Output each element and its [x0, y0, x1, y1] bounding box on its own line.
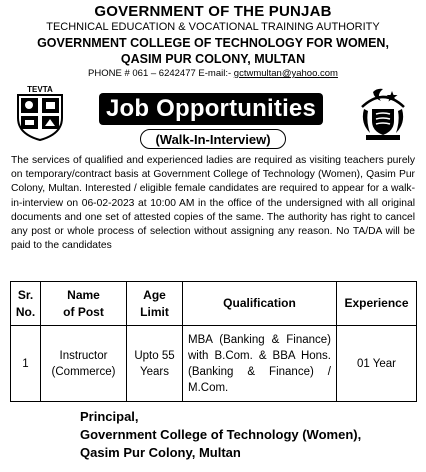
cell-qualification: MBA (Banking & Finance) with B.Com. & BBA Hons. (Banking & Finance) / M.Com.: [183, 326, 337, 402]
tevta-logo-icon: [14, 84, 66, 142]
punjab-emblem-icon: [354, 85, 412, 143]
email-link[interactable]: gctwmultan@yahoo.com: [233, 68, 338, 79]
column-header-name-of-post: Name of Post: [41, 282, 127, 326]
cell-experience: 01 Year: [337, 326, 417, 402]
header-government: GOVERNMENT OF THE PUNJAB: [94, 3, 332, 20]
cell-post-name: Instructor (Commerce): [41, 326, 127, 402]
walk-in-interview-badge: (Walk-In-Interview): [140, 129, 286, 149]
job-description: The services of qualified and experienced ladies are required as visiting teachers purely on temporary/contract basis at Government College of Technology (Women), Qasim Pur Colony, Multan. Interested / eligible female candidates are required to appear for a walk-in-interview on 06-02-2023 at 10:00 AM in the office of the undersigned with all original documents and one set of attested copies of the same. The authority has right to cancel any post or whole process of selection without assigning any reason. No TA/DA will be paid to the candidates: [11, 155, 415, 252]
tevta-logo-label: TEVTA: [27, 85, 53, 94]
cell-age-limit: Upto 55 Years: [127, 326, 183, 402]
jobs-table: [10, 281, 417, 402]
cell-sr-no: 1: [11, 326, 41, 402]
header-address: QASIM PUR COLONY, MULTAN: [120, 52, 306, 66]
signatory-address: Qasim Pur Colony, Multan: [80, 445, 241, 460]
signatory-title: Principal,: [80, 409, 139, 424]
column-header-qualification: Qualification: [183, 282, 337, 326]
column-header-experience: Experience: [337, 282, 417, 326]
job-opportunities-title: Job Opportunities: [99, 93, 323, 125]
header-contact: [0, 69, 426, 79]
signatory-institution: Government College of Technology (Women),: [80, 427, 362, 442]
table-header-row: [11, 282, 417, 326]
table-row: [11, 326, 417, 402]
header-authority: TECHNICAL EDUCATION & VOCATIONAL TRAINING AUTHORITY: [46, 21, 380, 33]
phone-text: PHONE # 061 – 6242477 E-mail:-: [88, 68, 234, 79]
column-header-sr-no: Sr. No.: [11, 282, 41, 326]
signature-block: [80, 408, 361, 462]
header-college: GOVERNMENT COLLEGE OF TECHNOLOGY FOR WOMEN,: [37, 36, 389, 50]
column-header-age-limit: Age Limit: [127, 282, 183, 326]
